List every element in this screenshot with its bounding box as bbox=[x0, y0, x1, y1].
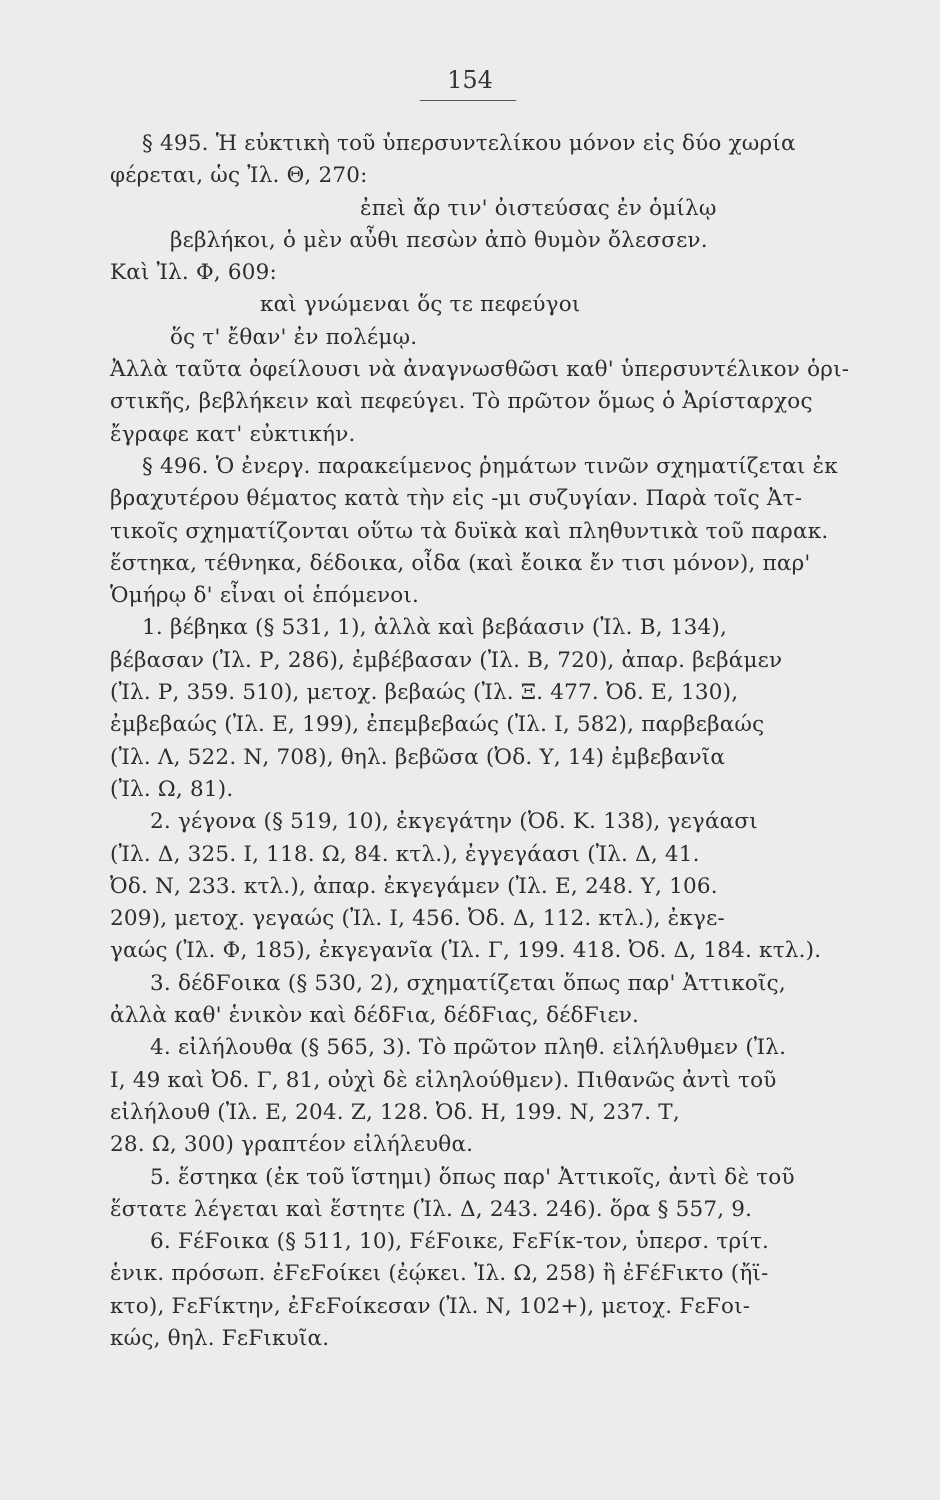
body-text bbox=[110, 128, 850, 1355]
page-number: 154 bbox=[447, 66, 493, 94]
text-line: Ὀδ. Ν, 233. κτλ.), ἀπαρ. ἐκγεγάμεν (Ἰλ. Ε, 248. Υ, 106. bbox=[110, 873, 718, 899]
text-line: Καὶ Ἰλ. Φ, 609: bbox=[110, 260, 277, 286]
text-line: ἑνικ. πρόσωπ. ἐϜεϜοίκει (ἐῴκει. Ἰλ. Ω, 258) ἢ ἐϜέϜικτο (ἤϊ- bbox=[110, 1261, 769, 1287]
text-line: 209), μετοχ. γεγαώς (Ἰλ. Ι, 456. Ὀδ. Δ, 112. κτλ.), ἐκγε- bbox=[110, 906, 725, 932]
text-line: στικῆς, βεβλήκειν καὶ πεφεύγει. Τὸ πρῶτον ὅμως ὁ Ἀρίσταρχος bbox=[110, 389, 813, 415]
text-line: Ι, 49 καὶ Ὀδ. Γ, 81, οὐχὶ δὲ εἰληλούθμεν). Πιθανῶς ἀντὶ τοῦ bbox=[110, 1067, 777, 1093]
text-line: 5. ἕστηκα (ἐκ τοῦ ἵστημι) ὅπως παρ' Ἀττικοῖς, ἀντὶ δὲ τοῦ bbox=[150, 1164, 795, 1190]
text-line: Ὁμήρῳ δ' εἶναι οἱ ἑπόμενοι. bbox=[110, 583, 420, 609]
text-line: κτο), ϜεϜίκτην, ἐϜεϜοίκεσαν (Ἰλ. Ν, 102+), μετοχ. ϜεϜοι- bbox=[110, 1293, 751, 1319]
text-line: φέρεται, ὡς Ἰλ. Θ, 270: bbox=[110, 163, 368, 189]
text-line: 1. βέβηκα (§ 531, 1), ἀλλὰ καὶ βεβάασιν (Ἰλ. Β, 134), bbox=[142, 615, 728, 641]
text-line: γαώς (Ἰλ. Φ, 185), ἐκγεγανῖα (Ἰλ. Γ, 199. 418. Ὀδ. Δ, 184. κτλ.). bbox=[110, 938, 822, 964]
text-line: καὶ γνώμεναι ὅς τε πεφεύγοι bbox=[260, 292, 581, 318]
text-line: (Ἰλ. Ω, 81). bbox=[110, 776, 234, 802]
header-rule bbox=[420, 100, 516, 101]
text-line: ἐμβεβαώς (Ἰλ. Ε, 199), ἐπεμβεβαώς (Ἰλ. Ι, 582), παρβεβαώς bbox=[110, 712, 765, 738]
text-line: Ἀλλὰ ταῦτα ὀφείλουσι νὰ ἀναγνωσθῶσι καθ' ὑπερσυντέλικον ὁρι- bbox=[110, 357, 850, 383]
text-line: 2. γέγονα (§ 519, 10), ἐκγεγάτην (Ὀδ. Κ. 138), γεγάασι bbox=[150, 809, 758, 835]
text-line: 4. εἰλήλουθα (§ 565, 3). Τὸ πρῶτον πληθ. εἰλήλυθμεν (Ἰλ. bbox=[150, 1035, 787, 1061]
text-line: εἰλήλουθ (Ἰλ. Ε, 204. Ζ, 128. Ὀδ. Η, 199. Ν, 237. Τ, bbox=[110, 1099, 680, 1125]
text-line: βραχυτέρου θέματος κατὰ τὴν εἰς -μι συζυγίαν. Παρὰ τοῖς Ἀτ- bbox=[110, 486, 803, 512]
text-line: (Ἰλ. Δ, 325. Ι, 118. Ω, 84. κτλ.), ἐγγεγάασι (Ἰλ. Δ, 41. bbox=[110, 841, 700, 867]
text-line: ἔγραφε κατ' εὐκτικήν. bbox=[110, 421, 356, 447]
text-line: βεβλήκοι, ὁ μὲν αὖθι πεσὼν ἀπὸ θυμὸν ὄλεσσεν. bbox=[170, 227, 708, 253]
text-line: § 495. Ἡ εὐκτικὴ τοῦ ὑπερσυντελίκου μόνον εἰς δύο χωρία bbox=[142, 131, 796, 156]
text-line: (Ἰλ. Ρ, 359. 510), μετοχ. βεβαώς (Ἰλ. Ξ. 477. Ὀδ. Ε, 130), bbox=[110, 680, 739, 706]
text-line: § 496. Ὁ ἐνεργ. παρακείμενος ῥημάτων τινῶν σχηματίζεται ἐκ bbox=[142, 453, 838, 479]
text-line: 3. δέδϜοικα (§ 530, 2), σχηματίζεται ὅπως παρ' Ἀττικοῖς, bbox=[150, 970, 786, 996]
text-line: ὅς τ' ἔθαν' ἐν πολέμῳ. bbox=[170, 324, 418, 350]
text-line: 28. Ω, 300) γραπτέον εἰλήλευθα. bbox=[110, 1132, 474, 1158]
text-line: κώς, θηλ. ϜεϜικυῖα. bbox=[110, 1325, 330, 1351]
text-line: ἀλλὰ καθ' ἑνικὸν καὶ δέδϜια, δέδϜιας, δέδϜιεν. bbox=[110, 1003, 640, 1029]
text-line: 6. ϜέϜοικα (§ 511, 10), ϜέϜοικε, ϜεϜίκ-τον, ὑπερσ. τρίτ. bbox=[150, 1229, 770, 1255]
text-line: ἕστηκα, τέθνηκα, δέδοικα, οἶδα (καὶ ἔοικα ἔν τισι μόνον), παρ' bbox=[110, 550, 811, 576]
text-line: ἕστατε λέγεται καὶ ἕστητε (Ἰλ. Δ, 243. 246). ὅρα § 557, 9. bbox=[110, 1196, 753, 1222]
text-line: τικοῖς σχηματίζονται οὕτω τὰ δυϊκὰ καὶ πληθυντικὰ τοῦ παρακ. bbox=[110, 518, 829, 544]
text-line: (Ἰλ. Λ, 522. Ν, 708), θηλ. βεβῶσα (Ὀδ. Υ, 14) ἐμβεβανῖα bbox=[110, 744, 726, 770]
text-line: ἐπεὶ ἄρ τιν' ὀιστεύσας ἐν ὁμίλῳ bbox=[360, 195, 717, 221]
text-line: βέβασαν (Ἰλ. Ρ, 286), ἐμβέβασαν (Ἰλ. Β, 720), ἀπαρ. βεβάμεν bbox=[110, 647, 783, 673]
